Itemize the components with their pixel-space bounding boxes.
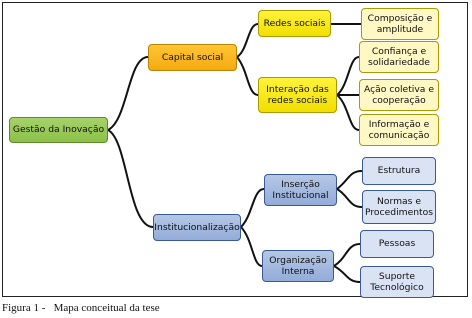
link-interacao-informacao: [337, 95, 359, 130]
node-acao-coletiva: Ação coletiva e cooperação: [359, 79, 439, 111]
node-pessoas: Pessoas: [360, 230, 434, 258]
node-interacao-redes: Interação das redes sociais: [258, 77, 337, 113]
link-insercao-estrutura: [337, 171, 362, 189]
node-organizacao-interna: Organização Interna: [262, 250, 334, 282]
link-capital-interacao: [237, 57, 258, 95]
node-suporte-tecnologico: Suporte Tecnológico: [360, 266, 434, 298]
link-capital-redes: [237, 24, 258, 57]
link-insercao-normas: [337, 189, 362, 207]
link-gestao-capital: [108, 57, 148, 130]
link-inst-insercao: [241, 189, 264, 227]
node-redes-sociais: Redes sociais: [258, 10, 331, 37]
link-interacao-confianca: [337, 57, 359, 95]
link-organizacao-pessoas: [334, 244, 360, 266]
node-institucionalizacao: Institucionalização: [153, 214, 241, 241]
link-gestao-institucionalizacao: [108, 130, 153, 227]
node-informacao-comunicacao: Informação e comunicação: [359, 114, 439, 146]
figure-caption: Figura 1 - Mapa conceitual da tese: [2, 302, 160, 314]
node-normas-procedimentos: Normas e Procedimentos: [362, 190, 436, 224]
node-capital-social: Capital social: [148, 44, 237, 71]
node-insercao-institucional: Inserção Institucional: [264, 174, 337, 206]
node-gestao-inovacao: Gestão da Inovação: [9, 117, 108, 143]
node-estrutura: Estrutura: [362, 157, 436, 185]
node-composicao-amplitude: Composição e amplitude: [361, 8, 439, 40]
node-confianca-solidariedade: Confiança e solidariedade: [359, 41, 439, 73]
link-organizacao-suporte: [334, 266, 360, 282]
link-inst-organizacao: [241, 227, 262, 266]
